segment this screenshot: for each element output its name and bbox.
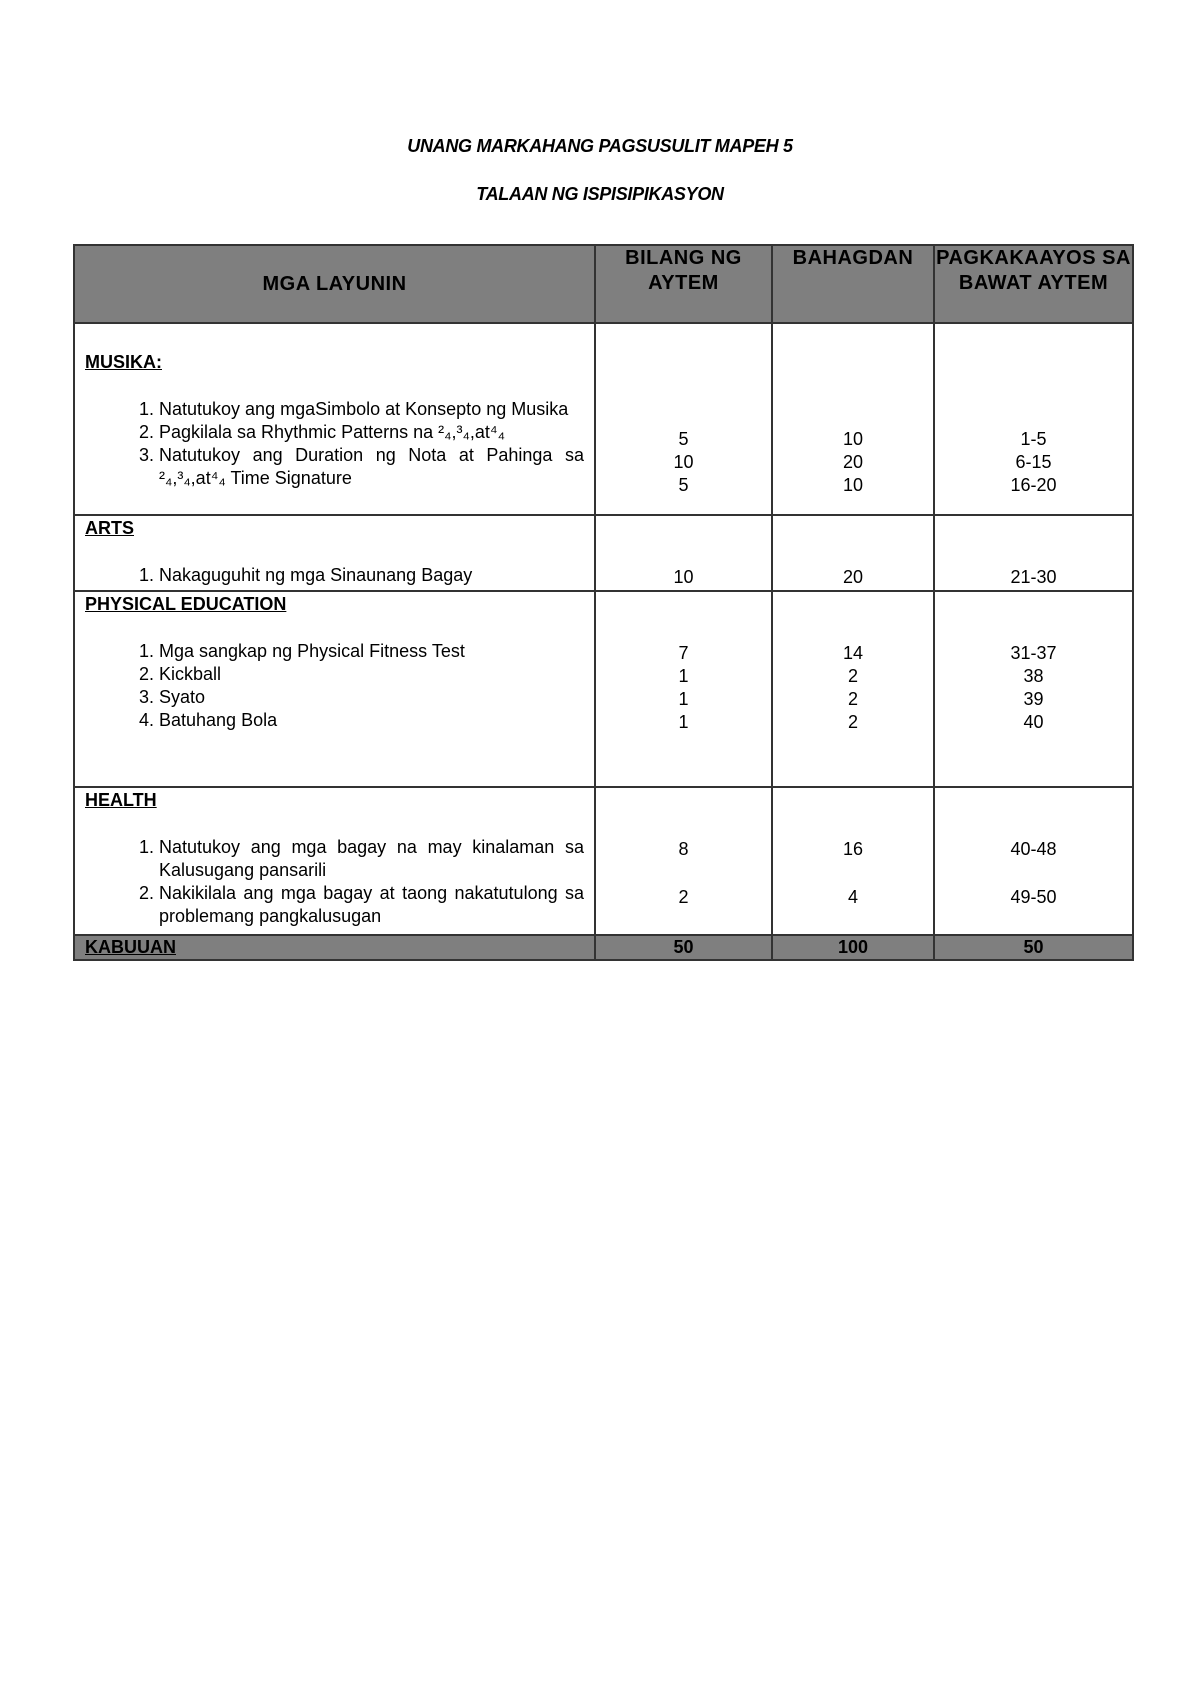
table-cell: 20	[842, 452, 864, 472]
table-header-row	[74, 245, 1133, 323]
health-bilang-cell	[595, 787, 772, 935]
arts-objective-list	[75, 564, 594, 587]
section-heading-health: HEALTH	[85, 790, 157, 810]
table-cell: 10	[842, 429, 864, 449]
pe-bilang-cell	[595, 591, 772, 787]
total-label: KABUUAN	[74, 935, 595, 960]
specification-table	[73, 244, 1134, 961]
pe-objective-list	[75, 640, 594, 732]
section-heading-arts: ARTS	[85, 518, 134, 538]
table-cell: 16	[842, 839, 864, 859]
list-item: 1. Natutukoy ang mgaSimbolo at Konsepto ng Musika	[159, 398, 584, 421]
table-cell: 4	[847, 887, 858, 907]
table-cell: 14	[842, 643, 864, 663]
header-bahagdan: BAHAGDAN	[772, 245, 934, 323]
arts-bahagdan-cell	[772, 515, 934, 591]
table-cell: 40	[1023, 712, 1044, 732]
total-bahagdan: 100	[772, 935, 934, 960]
table-cell: 1	[678, 666, 689, 686]
musika-objectives-cell	[74, 323, 595, 515]
health-bahagdan-cell	[772, 787, 934, 935]
list-item: 1. Mga sangkap ng Physical Fitness Test	[159, 640, 584, 663]
pe-bahagdan-cell	[772, 591, 934, 787]
document-subtitle: TALAAN NG ISPISIPIKASYON	[476, 184, 724, 204]
document-title: UNANG MARKAHANG PAGSUSULIT MAPEH 5	[407, 136, 793, 156]
section-heading-physical-education: PHYSICAL EDUCATION	[85, 594, 287, 614]
header-bilang-ng-aytem: BILANG NG AYTEM	[595, 245, 772, 323]
table-cell: 39	[1023, 689, 1044, 709]
musika-bilang-cell	[595, 323, 772, 515]
total-pagkakaayos: 50	[934, 935, 1133, 960]
section-row-physical-education	[74, 591, 1133, 787]
table-cell: 5	[678, 429, 689, 449]
health-pagkakaayos-cell	[934, 787, 1133, 935]
table-cell: 1	[678, 689, 689, 709]
table-cell: 21-30	[1010, 567, 1057, 587]
arts-bilang-cell	[595, 515, 772, 591]
list-item: 3. Syato	[159, 686, 584, 709]
table-cell: 10	[673, 452, 694, 472]
table-cell: 2	[847, 666, 858, 686]
table-cell: 10	[842, 475, 864, 495]
musika-objective-list	[75, 398, 594, 490]
pe-objectives-cell	[74, 591, 595, 787]
arts-pagkakaayos-cell	[934, 515, 1133, 591]
health-objectives-cell	[74, 787, 595, 935]
total-row	[74, 935, 1133, 960]
header-mga-layunin: MGA LAYUNIN	[74, 245, 595, 323]
list-item: 2. Nakikilala ang mga bagay at taong nakatutulong sa problemang pangkalusugan	[159, 882, 584, 928]
table-cell: 2	[847, 689, 858, 709]
table-cell: 49-50	[1010, 887, 1057, 907]
section-row-health	[74, 787, 1133, 935]
list-item: 1. Natutukoy ang mga bagay na may kinalaman sa Kalusugang pansarili	[159, 836, 584, 882]
arts-objectives-cell	[74, 515, 595, 591]
section-heading-musika: MUSIKA:	[85, 352, 162, 372]
table-cell: 10	[673, 567, 694, 587]
list-item: 1. Nakaguguhit ng mga Sinaunang Bagay	[159, 564, 584, 587]
table-cell: 16-20	[1010, 475, 1057, 495]
health-objective-list	[75, 836, 594, 928]
pe-pagkakaayos-cell	[934, 591, 1133, 787]
list-item: 2. Pagkilala sa Rhythmic Patterns na ²₄,³₄,at⁴₄	[159, 421, 584, 444]
list-item: 4. Batuhang Bola	[159, 709, 584, 732]
table-cell: 20	[842, 567, 864, 587]
section-row-musika	[74, 323, 1133, 515]
musika-pagkakaayos-cell	[934, 323, 1133, 515]
list-item: 2. Kickball	[159, 663, 584, 686]
section-row-arts	[74, 515, 1133, 591]
table-cell: 6-15	[1015, 452, 1052, 472]
table-cell: 40-48	[1010, 839, 1057, 859]
table-cell: 2	[678, 887, 689, 907]
table-cell: 1-5	[1020, 429, 1047, 449]
table-cell: 8	[678, 839, 689, 859]
total-bilang: 50	[595, 935, 772, 960]
list-item: 3. Natutukoy ang Duration ng Nota at Pahinga sa ²₄,³₄,at⁴₄ Time Signature	[159, 444, 584, 490]
table-cell: 38	[1023, 666, 1044, 686]
table-cell: 2	[847, 712, 858, 732]
table-cell: 7	[678, 643, 689, 663]
musika-bahagdan-cell	[772, 323, 934, 515]
table-cell: 31-37	[1010, 643, 1057, 663]
header-pagkakaayos: PAGKAKAAYOS SA BAWAT AYTEM	[934, 245, 1133, 323]
table-cell: 5	[678, 475, 689, 495]
table-cell: 1	[678, 712, 689, 732]
